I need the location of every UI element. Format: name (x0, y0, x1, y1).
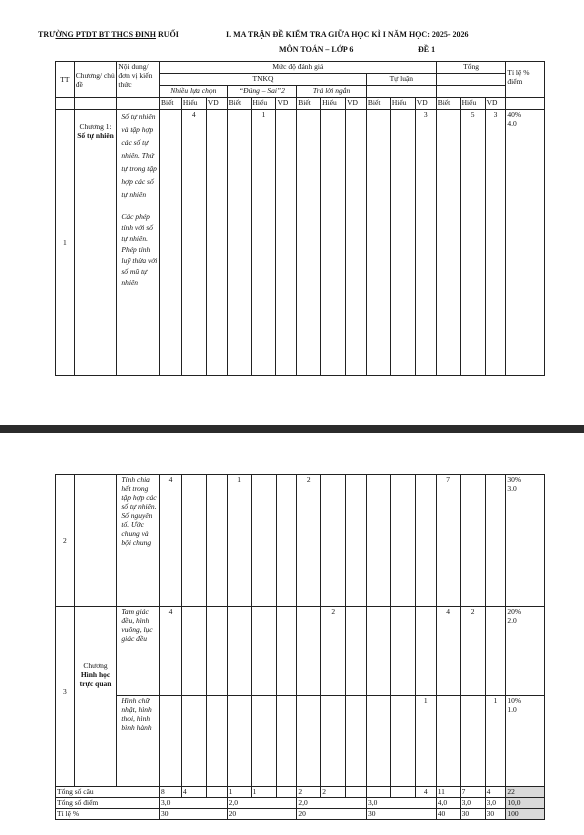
cell (276, 696, 297, 787)
row2-score: 3.0 (507, 484, 517, 493)
total-questions-label: Tổng số câu (56, 787, 160, 798)
row3-chuong-line2: Hình học trực quan (79, 670, 112, 688)
row3a-nlc-biet: 4 (160, 607, 182, 696)
col-nhieu-lua-chon: Nhiều lựa chọn (160, 86, 228, 98)
cell (251, 607, 276, 696)
cell (460, 475, 485, 607)
row2-nlc-biet: 4 (160, 475, 182, 607)
page-divider (0, 425, 584, 433)
tu-luan-spacer (366, 86, 436, 98)
row1-content (117, 110, 160, 376)
row2-ti-le (506, 475, 545, 607)
h-hieu: Hiểu (321, 98, 346, 110)
cell (206, 475, 227, 607)
cell (276, 110, 297, 376)
cell (227, 696, 251, 787)
tong-spacer-2 (436, 86, 506, 98)
row3b-score: 1.0 (507, 705, 517, 714)
row1-tt: 1 (56, 110, 75, 376)
col-muc-do: Mức độ đánh giá (160, 62, 437, 74)
exam-code: ĐỀ 1 (418, 45, 436, 54)
cell (276, 607, 297, 696)
school-name: TRƯỜNG PTDT BT THCS ĐINH RUỐI (38, 30, 179, 39)
cell (460, 696, 485, 787)
cell (321, 475, 346, 607)
total-points-cell: 3,0 (485, 798, 506, 809)
h-hieu: Hiểu (390, 98, 415, 110)
percent-cell: 40 (436, 809, 460, 820)
h-hieu: Hiểu (181, 98, 206, 110)
cell (227, 607, 251, 696)
row1-tl-vd: 3 (415, 110, 436, 376)
cell (415, 607, 436, 696)
percent-cell: 30 (485, 809, 506, 820)
row1-ti-le (506, 110, 545, 376)
row3b-ti-le (506, 696, 545, 787)
total-points-cell: 4,0 (436, 798, 460, 809)
h-biet: Biết (160, 98, 182, 110)
blank (74, 98, 117, 110)
h-vd: VD (276, 98, 297, 110)
cell (251, 475, 276, 607)
h-hieu: Hiểu (251, 98, 276, 110)
h-biet: Biết (366, 98, 390, 110)
cell (321, 696, 346, 787)
row3b-content: Hình chữ nhật, hình thoi, hình bình hành (117, 696, 160, 787)
cell (297, 607, 321, 696)
row1-chuong (74, 110, 117, 376)
cell (297, 110, 321, 376)
row2-percent: 30% (507, 475, 522, 484)
h-vd: VD (346, 98, 367, 110)
total-questions-cell (206, 787, 227, 798)
h-vd: VD (485, 98, 506, 110)
row3b-percent: 10% (507, 696, 522, 705)
tong-spacer (436, 74, 506, 86)
row1-score: 4.0 (507, 119, 517, 128)
matrix-table-page2 (55, 474, 545, 820)
cell (206, 696, 227, 787)
cell (346, 475, 367, 607)
h-biet: Biết (436, 98, 460, 110)
total-questions-cell: 1 (251, 787, 276, 798)
col-ti-le: Tỉ lệ % điểm (506, 62, 545, 98)
cell (206, 110, 227, 376)
total-points-cell: 3,0 (367, 798, 437, 809)
row2-tong-biet: 7 (436, 475, 460, 607)
blank (117, 98, 160, 110)
cell (346, 696, 367, 787)
cell (181, 475, 206, 607)
cell (390, 607, 415, 696)
cell (297, 696, 321, 787)
col-tra-loi-ngan: Trả lời ngắn (297, 86, 367, 98)
row1-tong-hieu: 5 (460, 110, 485, 376)
row1-chuong-line1: Chương 1: (79, 122, 112, 131)
row3-chuong-line1: Chương (83, 661, 108, 670)
h-vd: VD (415, 98, 436, 110)
row3-chuong (74, 607, 117, 787)
h-biet: Biết (227, 98, 251, 110)
blank (506, 98, 545, 110)
percent-cell: 30 (460, 809, 485, 820)
cell (366, 110, 390, 376)
total-points-cell: 2,0 (297, 798, 367, 809)
cell (367, 475, 391, 607)
total-questions-cell (346, 787, 367, 798)
col-tu-luan: Tự luận (366, 74, 436, 86)
total-questions-cell: 1 (227, 787, 251, 798)
cell (160, 696, 182, 787)
row3a-score: 2.0 (507, 616, 517, 625)
col-tong: Tổng (436, 62, 506, 74)
total-questions-cell: 8 (160, 787, 182, 798)
matrix-table-page1 (55, 61, 545, 376)
total-questions-cell: 4 (415, 787, 436, 798)
row1-percent: 40% (507, 110, 522, 119)
document-title: I. MA TRẬN ĐỀ KIỂM TRA GIỮA HỌC KÌ I NĂM HỌC: 2025- 2026 (226, 30, 469, 39)
col-dung-sai: “Đúng – Sai”2 (227, 86, 297, 98)
cell (485, 475, 506, 607)
row2-tt: 2 (56, 475, 75, 607)
col-chuong: Chương/ chủ đề (74, 62, 117, 98)
row3a-content: Tam giác đều, hình vuông, lục giác đều (117, 607, 160, 696)
cell (276, 475, 297, 607)
cell (181, 696, 206, 787)
col-noi-dung: Nội dung/đơn vị kiến thức (117, 62, 160, 98)
row3b-tong-vd: 1 (485, 696, 506, 787)
cell (415, 475, 436, 607)
row3a-percent: 20% (507, 607, 522, 616)
total-questions-cell: 7 (460, 787, 485, 798)
percent-cell: 20 (297, 809, 367, 820)
total-points-label: Tổng số điểm (56, 798, 160, 809)
cell (251, 696, 276, 787)
cell (367, 696, 391, 787)
cell (321, 110, 346, 376)
total-questions-cell (276, 787, 297, 798)
col-tt: TT (56, 62, 75, 98)
h-vd: VD (206, 98, 227, 110)
cell (346, 607, 367, 696)
row2-chuong (74, 475, 117, 607)
row3-tt: 3 (56, 607, 75, 787)
col-tnkq: TNKQ (160, 74, 367, 86)
row3a-ti-le (506, 607, 545, 696)
percent-cell: 20 (227, 809, 297, 820)
row1-content2: Các phép tính với số tự nhiên. Phép tính luỹ thừa với số mũ tự nhiên (121, 212, 158, 287)
percent-sum: 100 (506, 809, 545, 820)
cell (367, 607, 391, 696)
total-questions-cell (390, 787, 415, 798)
percent-label: Tỉ lệ % (56, 809, 160, 820)
total-questions-cell: 2 (297, 787, 321, 798)
h-biet: Biết (297, 98, 321, 110)
row2-content: Tính chia hết trong tập hợp các số tự nhiên. Số nguyên tố. Ước chung và bội chung (117, 475, 160, 607)
row2-tln-biet: 2 (297, 475, 321, 607)
percent-cell: 30 (367, 809, 437, 820)
cell (390, 110, 415, 376)
cell (436, 110, 460, 376)
subject-title: MÔN TOÁN – LỚP 6 (279, 45, 354, 54)
row1-content1: Số tự nhiên và tập hợp các số tự nhiên. Thứ tự trong tập hợp các số tự nhiên (121, 112, 157, 199)
total-points-cell: 3,0 (160, 798, 228, 809)
total-points-cell: 3,0 (460, 798, 485, 809)
total-points-sum: 10,0 (506, 798, 545, 809)
total-questions-cell: 4 (181, 787, 206, 798)
cell (390, 475, 415, 607)
row3a-tong-biet: 4 (436, 607, 460, 696)
cell (206, 607, 227, 696)
row1-nlc-biet: 4 (181, 110, 206, 376)
row3a-tong-hieu: 2 (460, 607, 485, 696)
total-questions-cell: 4 (485, 787, 506, 798)
row1-tong-vd: 3 (485, 110, 506, 376)
cell (227, 110, 251, 376)
blank (56, 98, 75, 110)
cell (390, 696, 415, 787)
cell (485, 607, 506, 696)
total-questions-sum: 22 (506, 787, 545, 798)
total-questions-cell: 2 (321, 787, 346, 798)
total-points-cell: 2,0 (227, 798, 297, 809)
cell (346, 110, 367, 376)
row3a-tln-hieu: 2 (321, 607, 346, 696)
row1-chuong-line2: Số tự nhiên (77, 131, 114, 140)
cell (436, 696, 460, 787)
h-hieu: Hiểu (460, 98, 485, 110)
cell (160, 110, 182, 376)
row2-ds-biet: 1 (227, 475, 251, 607)
total-questions-cell (367, 787, 391, 798)
percent-cell: 30 (160, 809, 228, 820)
total-questions-cell: 11 (436, 787, 460, 798)
row1-ds-biet: 1 (251, 110, 276, 376)
row3b-tl-vd: 1 (415, 696, 436, 787)
cell (181, 607, 206, 696)
